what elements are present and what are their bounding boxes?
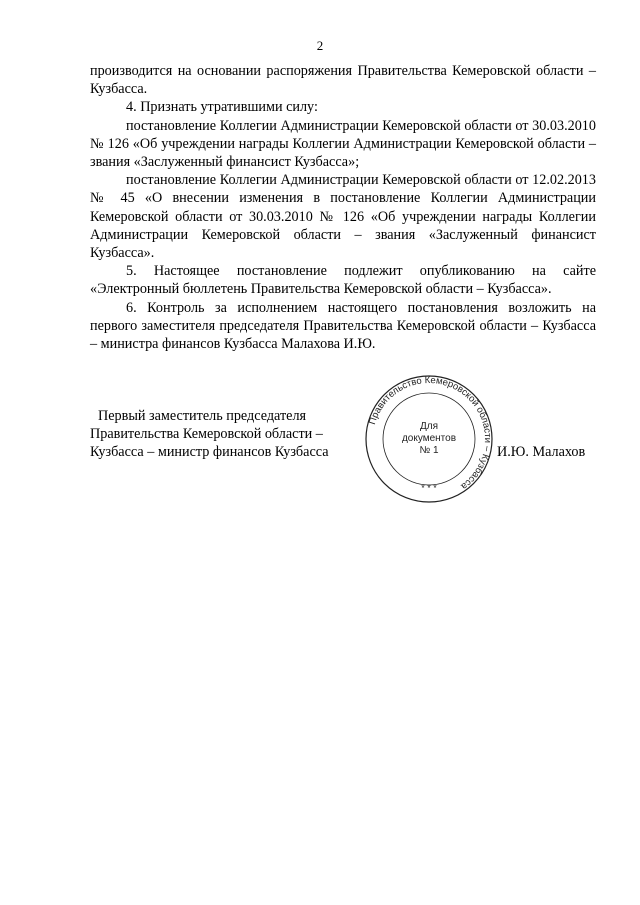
signature-position-line: Первый заместитель председателя: [98, 408, 307, 424]
seal-ring-text: Правительство Кемеровской области – Кузбасса: [367, 374, 494, 492]
signer-name: И.Ю. Малахов: [497, 444, 586, 460]
seal-center-line: Для: [419, 421, 439, 432]
signature-position-line: Кузбасса – министр финансов Кузбасса: [90, 444, 329, 461]
paragraph-repeal-2: постановление Коллегии Администрации Кемеровской области от 12.02.2013 № 45 «О внесении изменения в постановление Коллегии Администрации Кемеровской области от 30.03.2010 № 126 «Об учреждении награды Коллегии Администрации Кемеровской области – звания «Заслуженный финансист Кузбасса».: [90, 172, 596, 262]
signature-position-line: Правительства Кемеровской области –: [90, 426, 323, 443]
official-seal-stamp: [364, 374, 494, 504]
paragraph-item-5: 5. Настоящее постановление подлежит опубликованию на сайте «Электронный бюллетень Правительства Кемеровской области – Кузбасса».: [90, 263, 596, 298]
page-number: 2: [316, 38, 324, 53]
paragraph-repeal-1: постановление Коллегии Администрации Кемеровской области от 30.03.2010 № 126 «Об учреждении награды Коллегии Администрации Кемеровской области – звания «Заслуженный финансист Кузбасса»;: [90, 117, 596, 171]
seal-center-line: документов: [401, 433, 457, 444]
paragraph-item-4: 4. Признать утратившими силу:: [126, 99, 318, 116]
paragraph-continuation: производится на основании распоряжения Правительства Кемеровской области – Кузбасса.: [90, 63, 596, 98]
signature-position: [90, 407, 350, 462]
document-body: [90, 62, 596, 353]
seal-graphic: [364, 374, 494, 504]
seal-center-line: № 1: [419, 445, 439, 456]
seal-stars: * * *: [421, 483, 437, 493]
paragraph-item-6: 6. Контроль за исполнением настоящего постановления возложить на первого заместителя председателя Правительства Кемеровской области – Кузбасса – министра финансов Кузбасса Малахова И.Ю.: [90, 299, 596, 353]
